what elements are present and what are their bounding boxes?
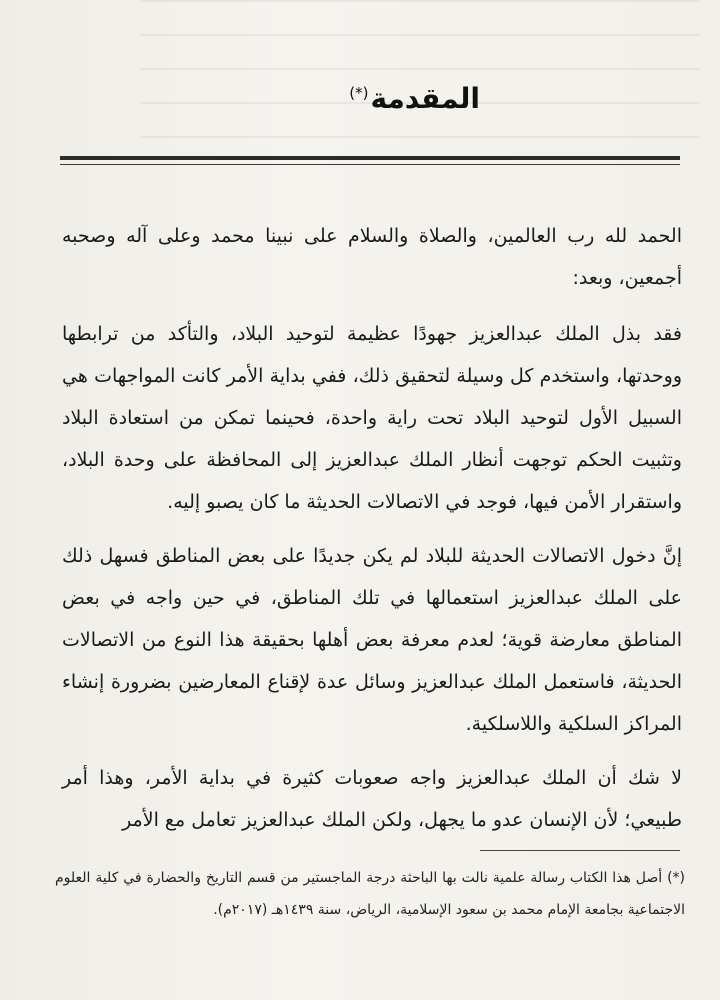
footnote-divider [480, 850, 680, 851]
paragraph: فقد بذل الملك عبدالعزيز جهودًا عظيمة لتوحيد البلاد، والتأكد من ترابطها ووحدتها، واستخدم كل وسيلة لتحقيق ذلك، ففي بداية الأمر كانت المواجهات هي السبيل الأول لتوحيد البلاد تحت راية واحدة، فحينما تمكن من استعادة البلاد وتثبيت الحكم توجهت أنظار الملك عبدالعزيز إلى المحافظة على وحدة البلاد، واستقرار الأمن فيها، فوجد في الاتصالات الحديثة ما كان يصبو إليه. [62, 323, 682, 513]
footnote-marker: (*) [349, 83, 369, 102]
page-title [349, 82, 480, 115]
paragraph: إنَّ دخول الاتصالات الحديثة للبلاد لم يكن جديدًا على بعض المناطق فسهل ذلك على الملك عبدالعزيز استعمالها في تلك المناطق، في حين واجه في بعض المناطق معارضة قوية؛ لعدم معرفة بعض أهلها بحقيقة هذا النوع من الاتصالات الحديثة، فاستعمل الملك عبدالعزيز وسائل عدة لإقناع المعارضين بضرورة إنشاء المراكز السلكية واللاسلكية. [62, 545, 682, 735]
title-text: المقدمة [370, 82, 480, 115]
paragraph-opening: الحمد لله رب العالمين، والصلاة والسلام على نبينا محمد وعلى آله وصحبه أجمعين، وبعد: [62, 225, 682, 289]
paragraph: لا شك أن الملك عبدالعزيز واجه صعوبات كثيرة في بداية الأمر، وهذا أمر طبيعي؛ لأن الإنسان عدو ما يجهل، ولكن الملك عبدالعزيز تعامل مع الأمر [62, 767, 682, 831]
footnote: (*) أصل هذا الكتاب رسالة علمية نالت بها الباحثة درجة الماجستير من قسم التاريخ والحضارة في كلية العلوم الاجتماعية بجامعة الإمام محمد بن سعود الإسلامية، الرياض، سنة ١٤٣٩هـ (٢٠١٧م). [55, 870, 685, 918]
body-text [62, 215, 682, 853]
title-divider-thin [60, 164, 680, 165]
show-through-text [140, 0, 700, 150]
title-divider-thick [60, 156, 680, 160]
